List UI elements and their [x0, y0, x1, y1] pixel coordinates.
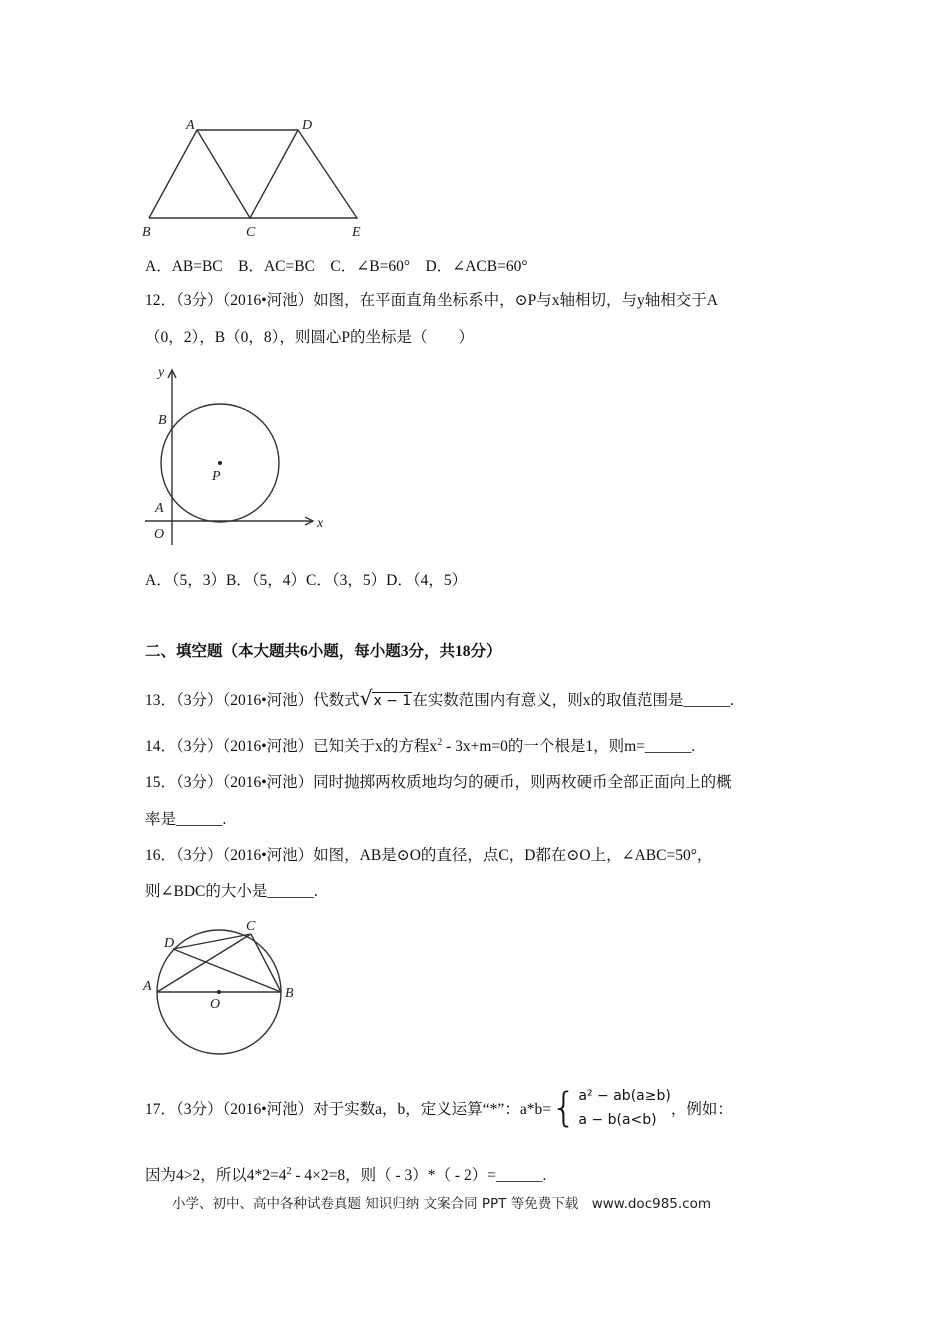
case-1: a² − ab(a≥b): [578, 1088, 671, 1104]
label-E: E: [352, 225, 361, 240]
label-A: A: [186, 118, 195, 133]
figure-parallelogram: [149, 130, 357, 218]
q17-line2: [145, 1163, 546, 1185]
label-B: B: [142, 225, 151, 240]
q12-options: A．（5，3）B．（5，4）C．（3，5）D．（4，5）: [145, 572, 468, 589]
q14-suffix: - 3x+m=0的一个根是1，则m=______.: [442, 738, 696, 755]
q14: [145, 734, 695, 756]
q17-line2-prefix: 因为4>2，所以4*2=4: [145, 1167, 287, 1184]
q14-prefix: 14．（3分）（2016•河池）已知关于x的方程x: [145, 738, 438, 755]
section-title: 二、填空题（本大题共6小题，每小题3分，共18分）: [145, 643, 502, 660]
q17-line2-suffix: - 4×2=8，则（ - 3）*（ - 2）=______.: [291, 1167, 547, 1184]
label-A: A: [143, 979, 152, 994]
label-C: C: [246, 225, 256, 240]
q16-line1: 16．（3分）（2016•河池）如图，AB是⊙O的直径，点C，D都在⊙O上，∠ABC=50°，: [145, 847, 713, 864]
label-O: O: [210, 997, 221, 1012]
label-A: A: [155, 501, 164, 516]
q13-radicand: x − 1: [373, 693, 412, 709]
piecewise-definition: [551, 1084, 671, 1132]
q17-line1: [145, 1084, 733, 1132]
case-2: a − b(a<b): [578, 1112, 657, 1128]
q16-line2: 则∠BDC的大小是______.: [145, 883, 318, 900]
label-P: P: [212, 469, 221, 484]
q13-suffix: 在实数范围内有意义，则x的取值范围是______.: [412, 692, 734, 709]
label-D: D: [302, 118, 313, 133]
figure-coordinate-circle: [145, 370, 313, 545]
label-B: B: [158, 413, 167, 428]
q17-sup: 2: [286, 1165, 292, 1177]
q13: [145, 686, 734, 710]
q15-line2: 率是______.: [145, 811, 227, 828]
label-B: B: [285, 986, 294, 1001]
label-D: D: [164, 936, 175, 951]
label-x: x: [317, 516, 324, 531]
footer: 小学、初中、高中各种试卷真题 知识归纳 文案合同 PPT 等免费下载 www.doc985.com: [172, 1196, 712, 1212]
q12-line1: 12．（3分）（2016•河池）如图，在平面直角坐标系中，⊙P与x轴相切，与y轴相交于A: [145, 292, 718, 309]
q15-line1: 15．（3分）（2016•河池）同时抛掷两枚质地均匀的硬币，则两枚硬币全部正面向上的概: [145, 774, 732, 791]
brace: {: [550, 1085, 577, 1131]
label-C: C: [246, 919, 256, 934]
q12-line2: （0，2），B（0，8），则圆心P的坐标是（ ）: [145, 329, 474, 346]
sqrt-sign: √: [359, 686, 373, 710]
q13-prefix: 13．（3分）（2016•河池）代数式: [145, 692, 360, 709]
q17-suffix: ，例如：: [670, 1101, 733, 1118]
label-O: O: [154, 527, 165, 542]
q11-options: A．AB=BC B．AC=BC C．∠B=60° D．∠ACB=60°: [145, 258, 528, 275]
label-y: y: [158, 365, 165, 380]
q17-prefix: 17．（3分）（2016•河池）对于实数a，b，定义运算“*”：a*b=: [145, 1101, 551, 1118]
q14-sup: 2: [437, 736, 443, 748]
